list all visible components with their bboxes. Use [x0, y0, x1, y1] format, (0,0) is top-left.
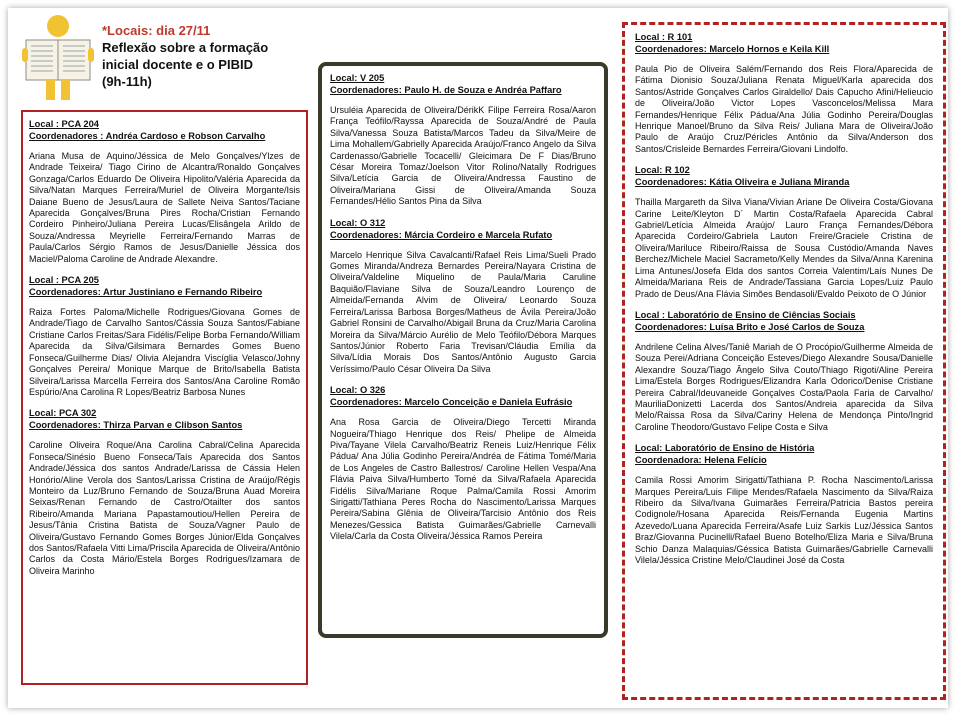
section-participants: Ariana Musa de Aquino/Jéssica de Melo Gonçalves/Ylzes de Andrade Teixeira/ Tiago Cirino de Alcantra/Ronaldo Gonçalves Gonzaga/Carlos Eduardo De Oliveira Hipolito/Valéria Aparecida da Silva/Natan Marques Ferreira/Muriel de Oliveira Morgante/Isis Daiane Bueno de Jesus/Laura de Sallete Neiva Santos/Taciane Aparecida Gonçalves/Bruna Pires Rocha/Cristian Fernando Cordeiro Pinheiro/Juliana Pereira Lucas/Elisângela Arildo de Souza/Andressa Meyrielle Ferreira/Fernando Marras de Paula/Carlos Sérgio Ramos de Jesus/Danielle Jéssica dos Maciel/Paloma Caroline de Andrade Alexandre.: [29, 151, 300, 264]
section-participants: Marcelo Henrique Silva Cavalcanti/Rafael Reis Lima/Sueli Prado Gomes Miranda/Andreza Bernardes Pereira/Nayara Cristina de Oliveira/Valdeline Miquelino de Paula/Maria Caruline Baquião/Flaviane Silva de Souza/Leandro Lourenço de Almeida/Fernanda Alvim de Oliveira/ Leonardo Souza Ferreira/Larissa Barbosa Borges/Matheus de Ávila Pereira/João Gabriel Ronsini de Carvalho/Abigail Bruna da Cruz/Maria Carolina Moreira da Silva/Márcio Aurélio de Melo Teófilo/Débora Marques Santos/Júnior Roberto Faria Trevisan/Cláudia Emília da Silva/Lídia Morais Dos Santos/Antônio Augusto Garcia Veríssimo/Paulo César Oliveira Da Silva: [330, 249, 596, 374]
left-column: [21, 110, 308, 685]
section-local: Local : R 101: [635, 32, 693, 42]
section-r-101: [635, 31, 933, 155]
section-pca-205: [29, 274, 300, 398]
section-coordinators: Coordenadores: Artur Justiniano e Fernando Ribeiro: [29, 287, 263, 298]
section-participants: Thailla Margareth da Silva Viana/Vivian Ariane De Oliveira Costa/Giovana Carine Leite/Kleyton D´ Martin Costa/Rafaela Aparecida Cabral Gabriel/Letícia Almeida Araújo/ Lauro França Fernandes/Débora Aparecida Cordeiro/Gabriela Lauton Freire/Graciele Cristina de Oliveira/Mariluce Ribeiro/Raissa de Sousa Custódio/Amanda Naves Berchez/Michele Maciel Sacrameto/Kelly Mendes da Silva/Anna Karenina Lima Antunes/Josefa Elda dos santos Correia Valentim/Laís Nunes De Almeida/Mariana Reis de Andrade/Tassiana Garcia Lopes/Luiz Paulo Prado de Deus/Ana Flávia Simões Bendasoli/Evaldo Peixoto de O Júnior: [635, 197, 933, 299]
right-column: [622, 22, 946, 700]
section-local: Local: Laboratório de Ensino de História: [635, 443, 815, 454]
section-coordinators: Coordenadores: Marcelo Conceição e Daniela Eufrásio: [330, 397, 573, 408]
section-coordinators: Coordenadores: Paulo H. de Souza e Andréa Paffaro: [330, 85, 562, 95]
section-coordinators: Coordenadores: Marcelo Hornos e Keila Kill: [635, 44, 830, 54]
section-lab-ciencias-sociais: [635, 309, 933, 433]
header-line-3: (9h-11h): [102, 74, 152, 89]
section-coordinators: Coordenadores : Andréa Cardoso e Robson Carvalho: [29, 131, 266, 141]
middle-column: [318, 62, 608, 638]
section-local: Local : Laboratório de Ensino de Ciências Sociais: [635, 309, 856, 320]
section-participants: Paula Pio de Oliveira Salém/Fernando dos Reis Flora/Aparecida de Fátima Dionisio Souza/Juliana Renata Miguel/Karla aparecida dos Santos/Astride Gonçalves Carlos Giraldello/ Dais Capucho Afini/Helieucio de Oliveira/João Victor Lopes Vasconcelos/Melissa Mara Fernandes/Henrique Félix Pádua/Ana Júlia Godinho Pereira/Douglas Henrique Manoel/Bruno da Silva Reis/ Juliana Mara de Oliveira/João Paulo de Araújo Cruz/Péricles Antônio da Silva/Anderson dos Santos/Crisleide Bernardes Ferreira/Giovani Lindolfo.: [635, 64, 933, 154]
header-line-1: *Locais: dia 27/11: [102, 23, 211, 38]
header-text: [102, 22, 302, 90]
section-local: Local: PCA 302: [29, 408, 97, 419]
section-participants: Ana Rosa Garcia de Oliveira/Diego Tercetti Miranda Nogueira/Thiago Henrique dos Reis/ Phelipe de Almeida Piva/Tayane Vilela Carvalho/Beatriz Reneis Luiz/Henrique Félix Pádua/ Ana Júlia Godinho Pereira/Andréa de Fátima Tomé/Maria de Los Angeles de Castro Ballestros/ Caroline Hellen Vespa/Ana Flávia Paiva Silva/Humberto Tomé da Silva/Rafaela Aparecida Fidélis Silva/Mariane Roque Palma/Camila Rossi Amorim Sirigatti/Tathiana Peres Rocha do Nascimento/Larissa Marques Pereira/Sabina Glênia de Oliveira/Tarcisio Antônio dos Reis Menezes/Gessica Batista Guimarães/Gabrielle Carnevalli Vilela/Carla da Costa Oliveira/Jéssica Ramos Pereira: [330, 417, 596, 542]
section-participants: Andrilene Celina Alves/Taniê Mariah de O Procópio/Guilherme Almeida de Souza Perei/Adriana Conceição Esteves/Diego Alexandre Sousa/Danielle Alexandre Souza/Tiago Ângelo Silva Couto/Thiago Rigoti/Aline Pereira Lima/Estela Borges Rodrigues/Elizandra Karla Odorico/Denise Cristiane Pereira Cabral/Ideuvaneide Gonçalves Costa/Paola Faria de Carvalho/ MauriliaDonizetti Lacerda dos Santos/Andreia aparecida da Silva Melo/Raissa Rosa da Silva/Cariny Helena de Mendonça Pinto/Ingrid Caroline Theodoro/Gustavo Felipe Costa e Silva: [635, 341, 933, 432]
section-participants: Caroline Oliveira Roque/Ana Carolina Cabral/Celina Aparecida Fonseca/Sinésio Bueno Fonseca/Taís Aparecida dos Santos Andrade/Jéssica dos santos Andrade/Larissa de Cássia Helen Honório/Aline Verola dos Santos/Larissa Cristina de Araújo/Régis Monteiro da Luz/Bruno Fernando de Souza/Bruna Auad Moreira Seixas/Renan Fernando de Castro/Otailter dos santos Ribeiro/Amanda Mariana Papastamoutiou/Hellen Pereira de Jesus/Tânia Cristina Batista de Souza/Vagner Paulo de Oliveira/Gustavo Fernando Gomes Borges Júnior/Elda Gonçalves dos Santos/Rafaela Vitti Lima/Priscila Aparecida de Oliveira/Antônio Carlos da Costa Mário/Estela Borges Rodrigues/Izamara de Oliveira Marinho: [29, 440, 300, 576]
section-v-205: [330, 72, 596, 208]
section-coordinators: Coordenadores: Thirza Parvan e Clibson Santos: [29, 420, 243, 431]
section-local: Local : PCA 204: [29, 119, 99, 129]
section-participants: Raiza Fortes Paloma/Michelle Rodrigues/Giovana Gomes de Andrade/Tiago de Carvalho Santos/Cássia Souza Santos/Fabiane Cristiane Carlos Freitas/Sara Fidélis/Felipe Borba Fernando/William Aparecida da Silva/Gilsimara Bernardes Gomes Bueno Fonseca/Guilherme Dias/ Olivia Alejandra Viscíglia Velasco/Johny Gonçalves Pereira/ Monique Marque de Brito/Isabella Batista Silveira/Larissa Marcella Ferreira dos Santos/Ana Caroline Romão Espúrio/Ana Carolina R Lopes/Beatriz Barbosa Nunes: [29, 307, 300, 397]
newspaper-reader-icon: [20, 12, 96, 102]
section-r-102: [635, 164, 933, 300]
section-participants: Camila Rossi Amorim Sirigatti/Tathiana P. Rocha Nascimento/Larissa Marques Pereira/Luis Filipe Mendes/Rafaela Nascimento da Silva/Raiza Ribeiro da Silva/Ivana Guimarães Ferreira/Patricia Bastos pereira Codignole/Hosana Aparecida Reis/Fernanda Eugenia Martins Azevedo/Luana Aparecida Ferreira/Asafe Luiz Sarkis Luz/Jéssica Santos Braz/Giovanna Pucinelli/Rafael Bueno Botelho/Eliza Maria e Silva/Bruna Schio Danza Malaquias/Géssica Batista Guimarães/Gabrielle Carnevalli Vilela/Jéssica Cristine Melo/Claudinei José da Costa: [635, 475, 933, 565]
section-coordinators: Coordenadora: Helena Felício: [635, 455, 767, 466]
section-local: Local : PCA 205: [29, 275, 99, 286]
section-coordinators: Coordenadores: Kátia Oliveira e Juliana Miranda: [635, 177, 850, 188]
header: [20, 12, 300, 108]
section-coordinators: Coordenadores: Márcia Cordeiro e Marcela Rufato: [330, 229, 553, 240]
section-participants: Ursuléia Aparecida de Oliveira/DérikK Filipe Ferreira Rosa/Aaron França Teófilo/Rayssa Aparecida de Souza/André de Paula Silva/Vanessa Souza Batista/Marcos Tadeu da Silva/Meire de Lima Mohallem/Gabrielly Aparecida Araújo/Franco Angelo da Silva Cardenasso/Gabrielle Tocacelli/ Gleicimara De F Dias/Bruno César Moreira Tomaz/Joelson Vitor Rolino/Natally Rodrigues Silva/Letícia Garcia de Oliveira/Andressa Faustino de Oliveira/Mariana Gissi de Oliveira/Amanda Souza Fernandes/Hélio Santos Pina da Silva: [330, 105, 596, 207]
section-pca-302: [29, 407, 300, 577]
section-local: Local: V 205: [330, 73, 385, 83]
section-coordinators: Coordenadores: Luísa Brito e José Carlos de Souza: [635, 321, 865, 332]
section-local: Local: O 326: [330, 385, 386, 396]
section-local: Local: R 102: [635, 165, 690, 176]
section-local: Local: O 312: [330, 217, 386, 228]
section-o-312: [330, 217, 596, 375]
section-o-326: [330, 384, 596, 542]
section-lab-historia: [635, 442, 933, 566]
section-pca-204: [29, 118, 300, 265]
header-line-2: Reflexão sobre a formação inicial docente e o PIBID: [102, 40, 269, 72]
